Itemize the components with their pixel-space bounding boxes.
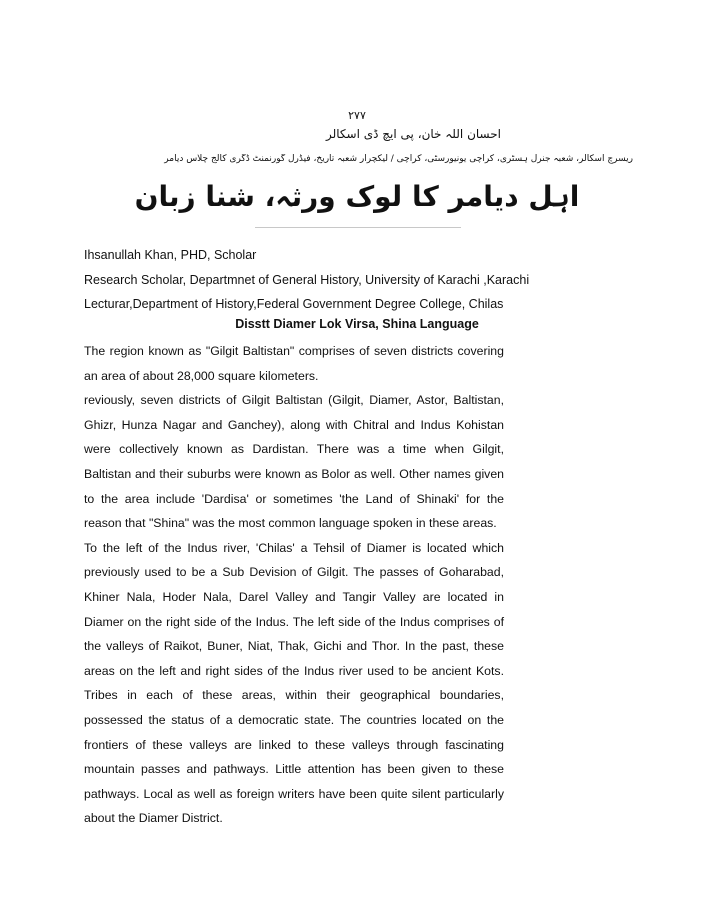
author-name: Ihsanullah Khan, PHD, Scholar <box>84 248 257 262</box>
paragraph: reviously, seven districts of Gilgit Baltistan (Gilgit, Diamer, Astor, Baltistan, Ghizr, Hunza Nagar and Ganchey), along with Chitral and Indus Kohistan were collectively known as Dardistan. There was a time when Gilgit, Baltistan and their suburbs were known as Bolor as well. Other names given to the area include 'Dardisa' or sometimes 'the Land of Shinaki' for the reason that "Shina" was the most common language spoken in these areas. <box>84 393 504 531</box>
urdu-affiliation-line: ریسرچ اسکالر، شعبہ جنرل ہسٹری، کراچی یونیورسٹی، کراچی / لیکچرار شعبہ تاریخ، فیڈرل گورنمنٹ ڈگری کالج چلاس دیامر <box>164 154 633 164</box>
title-divider <box>255 227 461 228</box>
urdu-article-title: اہل دیامر کا لوک ورثہ، شنا زبان <box>134 180 580 213</box>
author-block <box>84 243 644 317</box>
urdu-author-line: احسان اللہ خان، پی ایچ ڈی اسکالر <box>325 127 501 141</box>
page-number: ۲۷۷ <box>348 109 366 122</box>
author-lecturer-affiliation: Lecturar,Department of History,Federal Government Degree College, Chilas <box>84 297 504 311</box>
paragraph: To the left of the Indus river, 'Chilas' a Tehsil of Diamer is located which previously used to be a Sub Devision of Gilgit. The passes of Goharabad, Khiner Nala, Hoder Nala, Darel Valley and Tangir Valley are located in Diamer on the right side of the Indus. The left side of the Indus comprises of the valleys of Raikot, Buner, Niat, Thak, Gichi and Thor. In the past, these areas on the left and right sides of the Indus river used to be ancient Kots. Tribes in each of these areas, within their geographical boundaries, possessed the status of a democratic state. The countries located on the frontiers of these valleys are linked to these valleys through fascinating mountain passes and pathways. Little attention has been given to these pathways. Local as well as foreign writers have been quite silent particularly about the Diamer District. <box>84 540 504 826</box>
paragraph: The region known as "Gilgit Baltistan" comprises of seven districts covering an area of about 28,000 square kilometers. <box>84 344 504 383</box>
article-body <box>84 339 504 831</box>
author-research-affiliation: Research Scholar, Departmnet of General History, University of Karachi ,Karachi <box>84 272 530 287</box>
english-article-title: Disstt Diamer Lok Virsa, Shina Language <box>235 317 479 331</box>
